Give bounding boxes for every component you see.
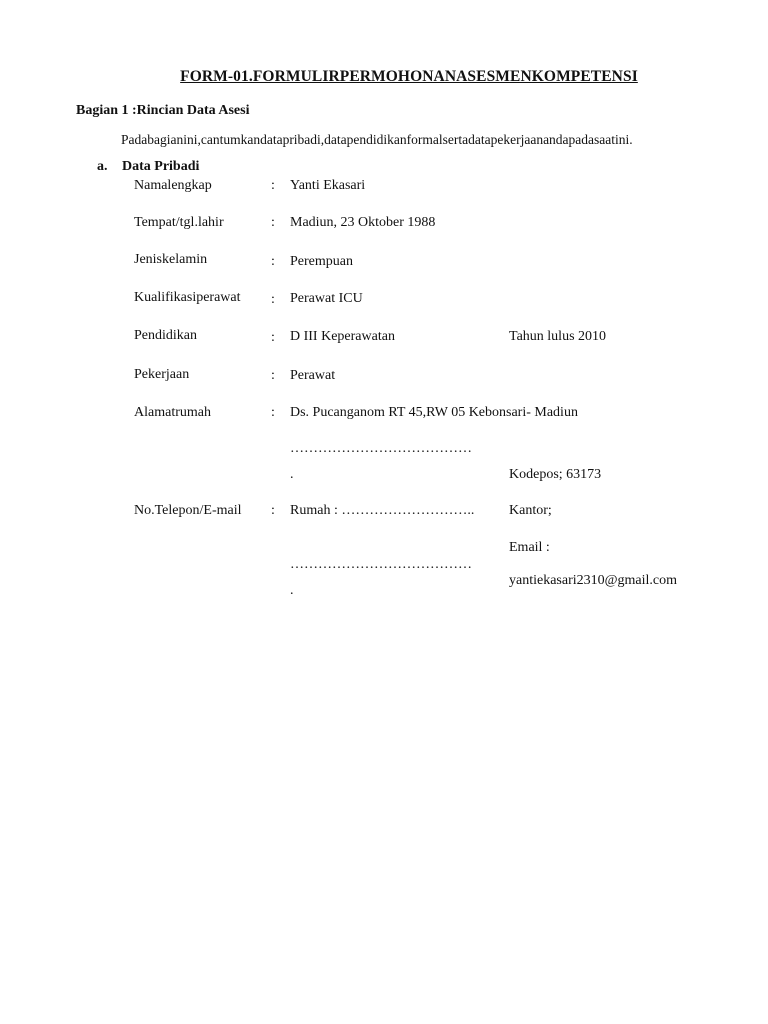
- field-value-ttl: Madiun, 23 Oktober 1988: [290, 215, 436, 230]
- field-colon: :: [271, 178, 275, 193]
- field-colon: :: [271, 254, 275, 269]
- field-label-ttl: Tempat/tgl.lahir: [134, 215, 224, 230]
- section-heading: Bagian 1 :Rincian Data Asesi: [76, 103, 250, 118]
- alamat-dotted-end: .: [290, 467, 294, 482]
- field-colon: :: [271, 292, 275, 307]
- field-label-pendidikan: Pendidikan: [134, 328, 197, 343]
- field-value-rumah: Rumah : ………………………..: [290, 503, 475, 518]
- field-colon: :: [271, 368, 275, 383]
- field-value-nama: Yanti Ekasari: [290, 178, 366, 193]
- field-label-alamat: Alamatrumah: [134, 405, 211, 420]
- intro-text: Padabagianini,cantumkandatapribadi,datapendidikanformalsertadatapekerjaanandapadasaatini.: [121, 132, 633, 147]
- field-colon: :: [271, 503, 275, 518]
- field-value-email: yantiekasari2310@gmail.com: [509, 573, 678, 588]
- field-value-alamat: Ds. Pucanganom RT 45,RW 05 Kebonsari- Madiun: [290, 405, 578, 420]
- subsection-letter: a.: [97, 159, 108, 174]
- telepon-dotted-end: .: [290, 583, 294, 598]
- subsection-title: Data Pribadi: [122, 159, 200, 174]
- field-label-nama: Namalengkap: [134, 178, 212, 193]
- field-colon: :: [271, 405, 275, 420]
- field-value-kodepos: Kodepos; 63173: [509, 467, 602, 482]
- field-label-pekerjaan: Pekerjaan: [134, 367, 190, 382]
- field-label-jk: Jeniskelamin: [134, 252, 208, 267]
- form-title: FORM-01.FORMULIRPERMOHONANASESMENKOMPETENSI: [180, 68, 638, 85]
- field-value-jk: Perempuan: [290, 254, 353, 269]
- field-value-kantor: Kantor;: [509, 503, 552, 518]
- field-value-kualifikasi: Perawat ICU: [290, 291, 363, 306]
- field-colon: :: [271, 215, 275, 230]
- field-value-pendidikan: D III Keperawatan: [290, 329, 395, 344]
- alamat-dotted-line: …………………………………: [290, 441, 472, 456]
- field-colon: :: [271, 330, 275, 345]
- field-label-kualifikasi: Kualifikasiperawat: [134, 290, 241, 305]
- field-label-email: Email :: [509, 540, 550, 555]
- field-value-tahun-lulus: Tahun lulus 2010: [509, 329, 607, 344]
- field-label-telepon: No.Telepon/E-mail: [134, 503, 242, 518]
- field-value-pekerjaan: Perawat: [290, 368, 336, 383]
- telepon-dotted-line: …………………………………: [290, 557, 472, 572]
